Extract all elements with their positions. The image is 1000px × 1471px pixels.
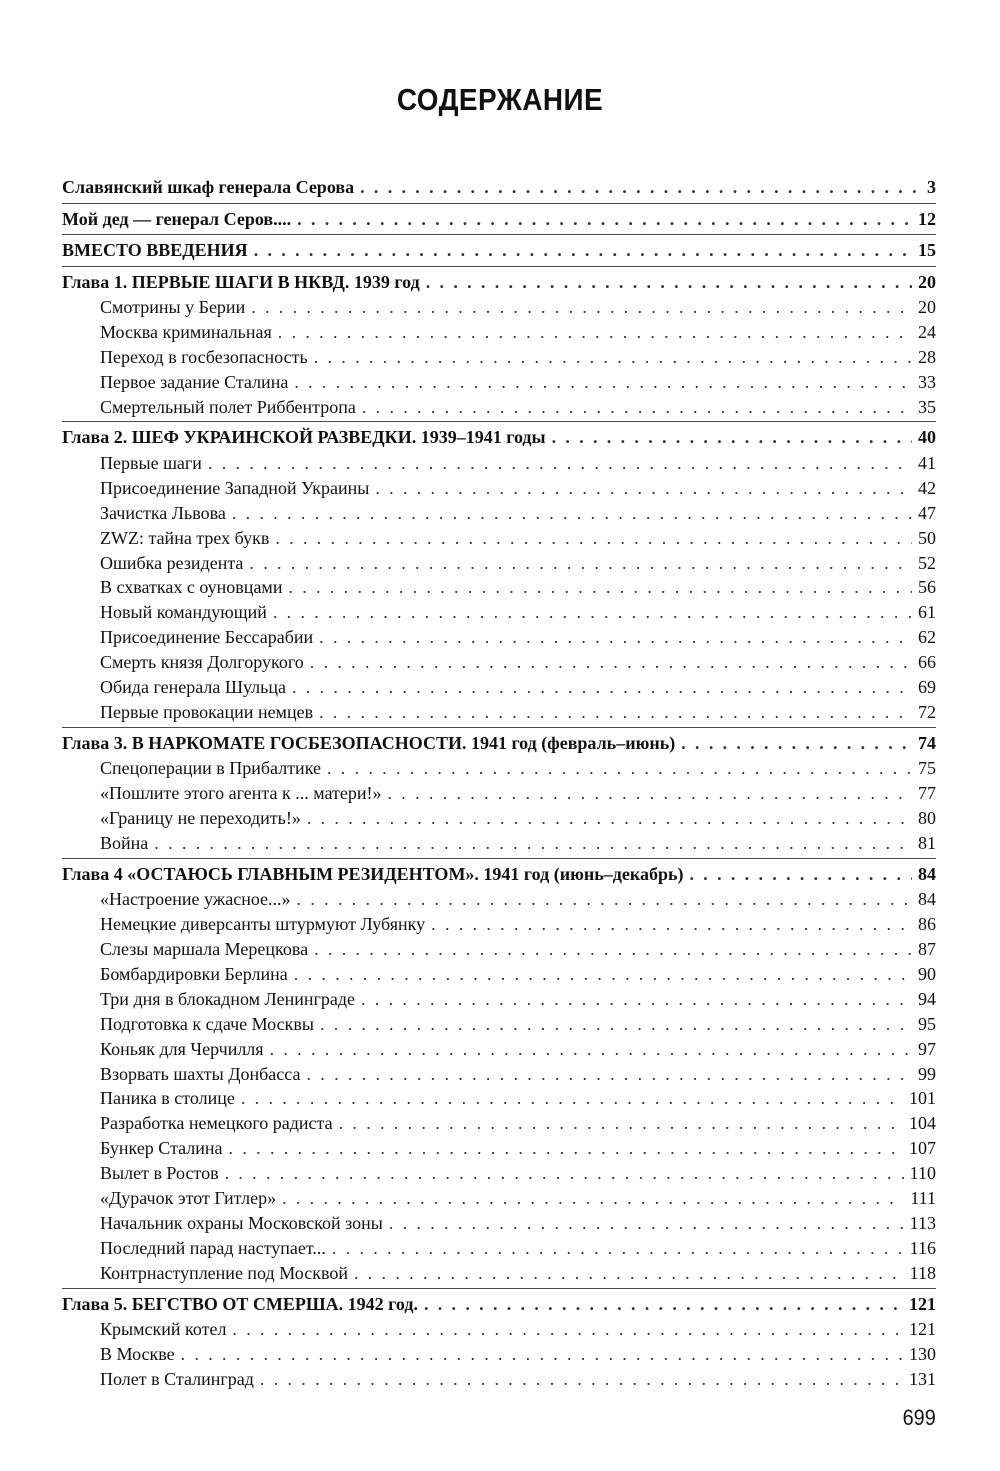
- entry-title: ZWZ: тайна трех букв: [100, 527, 270, 548]
- toc-subentry[interactable]: [62, 1063, 936, 1088]
- dot-leader: [314, 939, 912, 959]
- toc-chapter-entry[interactable]: [62, 1293, 936, 1319]
- toc-subentry[interactable]: [62, 963, 936, 988]
- toc-subentry[interactable]: [62, 1343, 936, 1368]
- dot-leader: [327, 758, 912, 778]
- dot-leader: [181, 1344, 903, 1364]
- page-title: СОДЕРЖАНИЕ: [396, 82, 604, 117]
- toc-subentry[interactable]: [62, 651, 936, 676]
- entry-title: «Пошлите этого агента к ... матери!»: [100, 783, 382, 804]
- toc-subentry[interactable]: [62, 1368, 936, 1393]
- entry-page-number: 80: [918, 808, 936, 829]
- entry-page-number: 28: [918, 346, 936, 367]
- toc-chapter-entry[interactable]: [62, 426, 936, 452]
- entry-title: Слезы маршала Мерецкова: [100, 939, 309, 960]
- entry-title: Война: [100, 832, 149, 853]
- dot-leader: [362, 397, 912, 417]
- entry-title: Последний парад наступает...: [100, 1237, 326, 1258]
- entry-title: Новый командующий: [100, 602, 267, 623]
- dot-leader: [294, 372, 912, 392]
- entry-page-number: 121: [909, 1293, 936, 1314]
- dot-leader: [332, 1238, 904, 1258]
- entry-title: «Настроение ужасное...»: [100, 889, 291, 910]
- toc-chapter-entry[interactable]: [62, 239, 936, 265]
- toc-subentry[interactable]: [62, 1137, 936, 1162]
- entry-page-number: 66: [918, 652, 936, 673]
- dot-leader: [288, 577, 912, 597]
- dot-leader: [297, 209, 912, 229]
- toc-section: [62, 234, 936, 266]
- toc-subentry[interactable]: [62, 757, 936, 782]
- entry-title: Москва криминальная: [100, 321, 272, 342]
- toc-section: [62, 1288, 936, 1394]
- toc-subentry[interactable]: [62, 913, 936, 938]
- entry-page-number: 131: [909, 1368, 936, 1389]
- dot-leader: [339, 1113, 903, 1133]
- entry-page-number: 99: [918, 1063, 936, 1084]
- dot-leader: [310, 652, 912, 672]
- dot-leader: [229, 1138, 903, 1158]
- toc-subentry[interactable]: [62, 321, 936, 346]
- entry-page-number: 130: [909, 1343, 936, 1364]
- entry-title: Смотрины у Берии: [100, 297, 246, 317]
- entry-page-number: 56: [918, 577, 936, 598]
- dot-leader: [319, 702, 912, 722]
- entry-title: Смертельный полет Риббентропа: [100, 396, 356, 417]
- entry-title: Спецоперации в Прибалтике: [100, 758, 321, 779]
- entry-page-number: 24: [918, 321, 936, 342]
- entry-page-number: 72: [918, 701, 936, 722]
- entry-title: Глава 1. ПЕРВЫЕ ШАГИ В НКВД. 1939 год: [62, 271, 420, 292]
- entry-page-number: 52: [918, 552, 936, 573]
- toc-subentry[interactable]: [62, 1187, 936, 1212]
- entry-title: Присоединение Бессарабии: [100, 627, 314, 648]
- toc-subentry[interactable]: [62, 1112, 936, 1137]
- dot-leader: [360, 177, 921, 197]
- entry-page-number: 101: [909, 1088, 936, 1109]
- dot-leader: [294, 964, 912, 984]
- toc-subentry[interactable]: [62, 1087, 936, 1112]
- dot-leader: [389, 1213, 904, 1233]
- entry-page-number: 40: [918, 427, 936, 448]
- toc-section: [62, 176, 936, 203]
- entry-title: Глава 4 «ОСТАЮСЬ ГЛАВНЫМ РЕЗИДЕНТОМ». 1941 год (июнь–декабрь): [62, 863, 684, 884]
- toc-section: [62, 203, 936, 235]
- dot-leader: [424, 1294, 903, 1314]
- entry-title: Разработка немецкого радиста: [100, 1113, 333, 1134]
- entry-page-number: 116: [909, 1237, 936, 1258]
- dot-leader: [354, 1263, 904, 1283]
- toc-subentry[interactable]: [62, 938, 936, 963]
- toc-section: [62, 421, 936, 726]
- entry-title: Начальник охраны Московской зоны: [100, 1212, 383, 1233]
- dot-leader: [278, 322, 912, 342]
- dot-leader: [387, 783, 912, 803]
- entry-page-number: 95: [918, 1013, 936, 1034]
- entry-page-number: 33: [918, 371, 936, 392]
- toc-subentry[interactable]: [62, 396, 936, 421]
- entry-page-number: 20: [918, 271, 936, 292]
- toc-section: [62, 266, 936, 422]
- dot-leader: [552, 427, 912, 447]
- entry-title: Глава 3. В НАРКОМАТЕ ГОСБЕЗОПАСНОСТИ. 1941 год (февраль–июнь): [62, 732, 676, 753]
- dot-leader: [273, 602, 912, 622]
- entry-page-number: 86: [918, 914, 936, 935]
- toc-subentry[interactable]: [62, 676, 936, 701]
- dot-leader: [249, 553, 912, 573]
- entry-page-number: 81: [918, 832, 936, 853]
- toc-subentry[interactable]: [62, 782, 936, 807]
- toc-chapter-entry[interactable]: [62, 732, 936, 758]
- toc-subentry[interactable]: [62, 601, 936, 626]
- entry-page-number: 35: [918, 396, 936, 417]
- entry-page-number: 107: [909, 1138, 936, 1159]
- entry-title: Бомбардировки Берлина: [100, 963, 288, 984]
- toc-section: [62, 858, 936, 1288]
- entry-title: В Москве: [100, 1343, 175, 1364]
- entry-title: Славянский шкаф генерала Серова: [62, 177, 355, 197]
- entry-page-number: 74: [918, 732, 936, 753]
- entry-page-number: 84: [918, 889, 936, 910]
- toc-subentry[interactable]: [62, 576, 936, 601]
- entry-title: Контрнаступление под Москвой: [100, 1262, 348, 1283]
- entry-page-number: 15: [918, 240, 936, 260]
- entry-title: Крымский котел: [100, 1319, 227, 1340]
- toc-chapter-entry[interactable]: [62, 863, 936, 889]
- dot-leader: [375, 478, 912, 498]
- entry-title: ВМЕСТО ВВЕДЕНИЯ: [62, 240, 248, 260]
- dot-leader: [208, 453, 912, 473]
- entry-title: Первые шаги: [100, 452, 202, 473]
- entry-page-number: 104: [909, 1113, 936, 1134]
- dot-leader: [270, 1039, 912, 1059]
- entry-page-number: 12: [918, 208, 936, 229]
- toc-subentry[interactable]: [62, 1212, 936, 1237]
- dot-leader: [232, 503, 912, 523]
- dot-leader: [225, 1163, 904, 1183]
- entry-page-number: 20: [918, 297, 936, 317]
- entry-title: В схватках с оуновцами: [100, 577, 283, 598]
- entry-page-number: 97: [918, 1038, 936, 1059]
- dot-leader: [689, 864, 912, 884]
- page-number: 699: [902, 1405, 936, 1430]
- entry-title: Три дня в блокадном Ленинграде: [100, 988, 355, 1009]
- table-of-contents: [62, 176, 936, 1394]
- entry-page-number: 121: [909, 1319, 936, 1340]
- toc-chapter-entry[interactable]: [62, 208, 936, 234]
- toc-subentry[interactable]: [62, 1013, 936, 1038]
- toc-subentry[interactable]: [62, 452, 936, 477]
- dot-leader: [681, 733, 912, 753]
- dot-leader: [297, 889, 912, 909]
- toc-subentry[interactable]: [62, 701, 936, 726]
- dot-leader: [361, 989, 912, 1009]
- dot-leader: [232, 1319, 903, 1339]
- entry-page-number: 111: [910, 1188, 936, 1208]
- toc-subentry[interactable]: [62, 527, 936, 552]
- dot-leader: [275, 528, 912, 548]
- toc-subentry[interactable]: [62, 477, 936, 502]
- toc-subentry[interactable]: [62, 832, 936, 857]
- entry-title: Присоединение Западной Украины: [100, 477, 370, 498]
- entry-title: Смерть князя Долгорукого: [100, 652, 304, 673]
- entry-title: Взорвать шахты Донбасса: [100, 1063, 301, 1084]
- toc-subentry[interactable]: [62, 988, 936, 1013]
- entry-page-number: 113: [909, 1212, 936, 1233]
- toc-subentry[interactable]: [62, 346, 936, 371]
- toc-subentry[interactable]: [62, 1237, 936, 1262]
- entry-page-number: 47: [918, 502, 936, 523]
- entry-page-number: 84: [918, 863, 936, 884]
- dot-leader: [431, 914, 912, 934]
- dot-leader: [307, 808, 912, 828]
- entry-page-number: 69: [918, 676, 936, 697]
- entry-title: Немецкие диверсанты штурмуют Лубянку: [100, 914, 426, 935]
- dot-leader: [260, 1369, 903, 1389]
- dot-leader: [426, 272, 912, 292]
- entry-page-number: 75: [918, 758, 936, 779]
- entry-title: «Границу не переходить!»: [100, 808, 301, 829]
- entry-title: Обида генерала Шульца: [100, 676, 286, 697]
- entry-page-number: 41: [918, 452, 936, 473]
- entry-title: «Дурачок этот Гитлер»: [100, 1188, 277, 1208]
- dot-leader: [292, 677, 912, 697]
- toc-subentry[interactable]: [62, 371, 936, 396]
- entry-page-number: 87: [918, 939, 936, 960]
- toc-subentry[interactable]: [62, 888, 936, 913]
- entry-title: Паника в столице: [100, 1088, 235, 1109]
- dot-leader: [282, 1188, 904, 1208]
- dot-leader: [320, 1014, 912, 1034]
- entry-page-number: 62: [918, 627, 936, 648]
- dot-leader: [319, 627, 912, 647]
- dot-leader: [254, 240, 912, 260]
- entry-page-number: 3: [927, 177, 936, 197]
- entry-title: Глава 5. БЕГСТВО ОТ СМЕРША. 1942 год.: [62, 1293, 418, 1314]
- toc-chapter-entry[interactable]: [62, 271, 936, 297]
- entry-title: Коньяк для Черчилля: [100, 1038, 264, 1059]
- entry-title: Глава 2. ШЕФ УКРАИНСКОЙ РАЗВЕДКИ. 1939–1941 годы: [62, 427, 546, 448]
- entry-page-number: 50: [918, 527, 936, 548]
- entry-page-number: 110: [909, 1163, 936, 1184]
- entry-page-number: 90: [918, 963, 936, 984]
- entry-title: Полет в Сталинград: [100, 1368, 254, 1389]
- dot-leader: [314, 347, 912, 367]
- entry-title: Бункер Сталина: [100, 1138, 223, 1159]
- toc-subentry[interactable]: [62, 502, 936, 527]
- entry-title: Переход в госбезопасность: [100, 346, 308, 367]
- entry-page-number: 42: [918, 477, 936, 498]
- entry-page-number: 118: [909, 1262, 936, 1283]
- entry-title: Зачистка Львова: [100, 502, 226, 523]
- toc-subentry[interactable]: [62, 626, 936, 651]
- entry-title: Первое задание Сталина: [100, 371, 289, 392]
- toc-section: [62, 727, 936, 858]
- entry-page-number: 77: [918, 783, 936, 804]
- toc-subentry[interactable]: [62, 296, 936, 321]
- entry-title: Мой дед — генерал Серов....: [62, 208, 292, 229]
- toc-subentry[interactable]: [62, 1318, 936, 1343]
- entry-page-number: 94: [918, 988, 936, 1009]
- entry-title: Вылет в Ростов: [100, 1163, 219, 1184]
- dot-leader: [154, 833, 912, 853]
- entry-title: Ошибка резидента: [100, 552, 244, 573]
- entry-title: Первые провокации немцев: [100, 701, 314, 722]
- toc-chapter-entry[interactable]: [62, 176, 936, 202]
- dot-leader: [306, 1064, 912, 1084]
- dot-leader: [241, 1088, 903, 1108]
- dot-leader: [251, 297, 912, 317]
- entry-title: Подготовка к сдаче Москвы: [100, 1013, 314, 1034]
- entry-page-number: 61: [918, 602, 936, 623]
- toc-subentry[interactable]: [62, 1162, 936, 1187]
- toc-subentry[interactable]: [62, 1262, 936, 1287]
- toc-subentry[interactable]: [62, 552, 936, 577]
- toc-subentry[interactable]: [62, 1038, 936, 1063]
- toc-subentry[interactable]: [62, 807, 936, 832]
